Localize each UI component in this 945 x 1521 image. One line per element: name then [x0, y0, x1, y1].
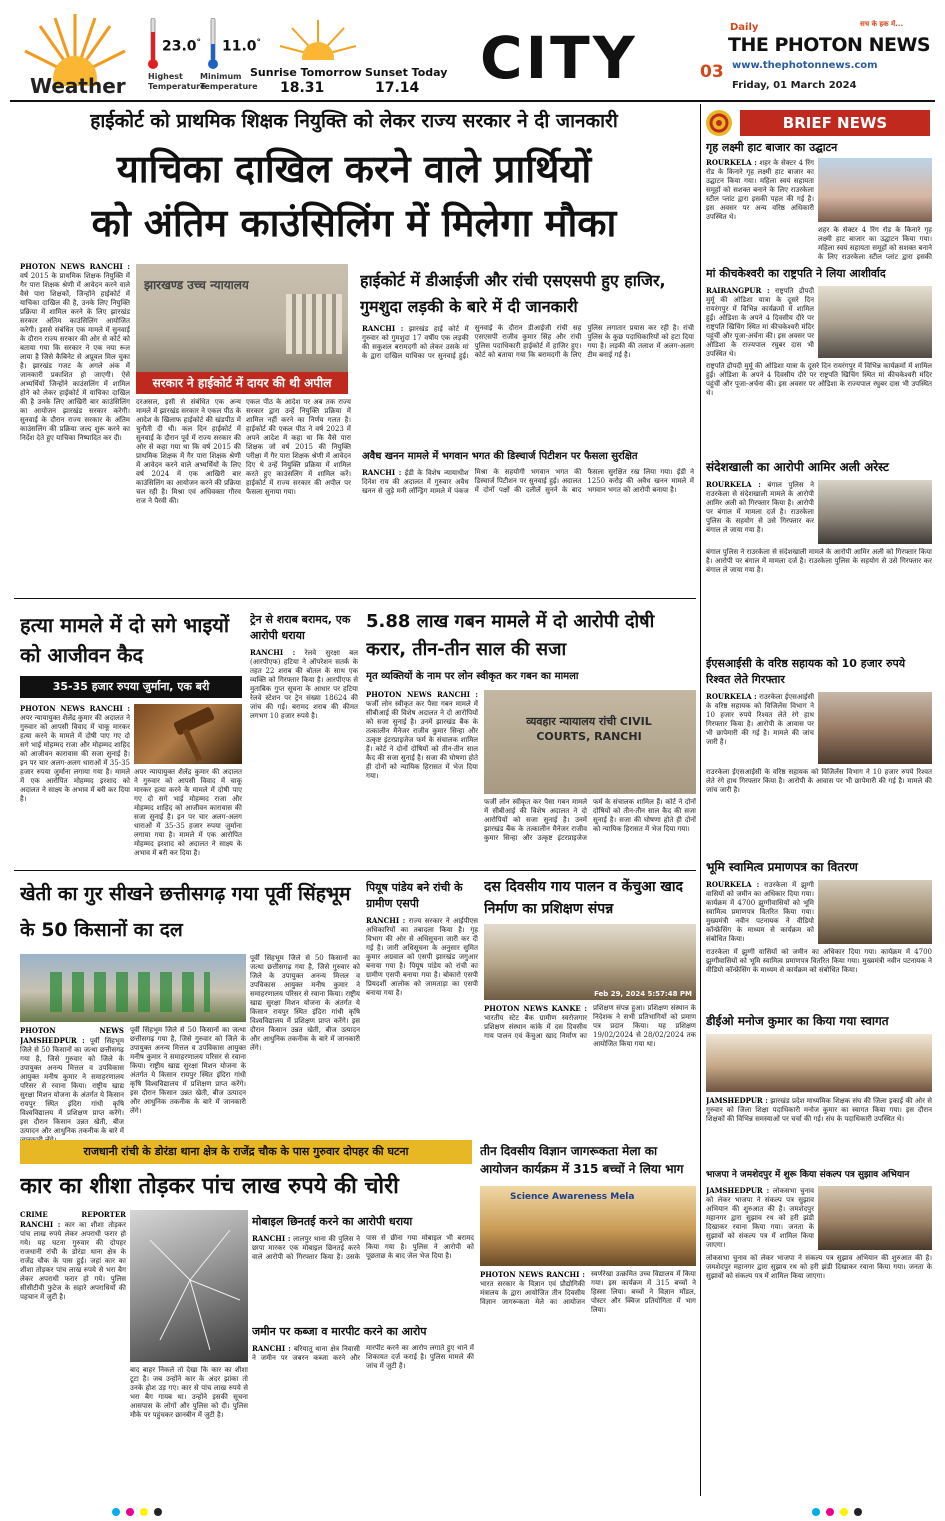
sp-body-text: राज्य सरकार ने आईपीएस अधिकारियों का तबादला किया है। गृह विभाग की ओर से अधिसूचना जारी कर दी गई है। जारी अधिसूचना के अनुसार सुमित कुमार अग्रवाल को एसपी झारखंड जगुआर बनाया गया है। पियूष पांडेय को रांची का ग्रामीण एसपी बनाया गया है। बोकारो एसपी प्रियदर्शी आलोक को जामताड़ा का एसपी बनाया गया है।: [366, 917, 478, 997]
lead-col-1: [20, 262, 130, 564]
sunrise-label: Sunrise Tomorrow: [250, 66, 362, 79]
brief-item-photo: [818, 480, 932, 544]
science-body-text: भारत सरकार के विज्ञान एवं प्रौद्योगिकी मंत्रालय के द्वारा आयोजित तीन दिवसीय विज्ञान जागरूकता मेले का आयोजन स्वर्णरेखा उत्क्रमित उच्च विद्यालय में किया गया। इस कार्यक्रम में 315 बच्चों ने हिस्सा लिया। बच्चों ने विज्ञान मॉडल, पोस्टर और क्विज प्रतियोगिता में भाग लिया।: [480, 1270, 696, 1314]
paper-tagline: सच के हक में...: [860, 20, 904, 28]
brief-item-body: [706, 1186, 814, 1250]
theft-body-text: कार का शीशा तोड़कर पांच लाख रुपये लेकर अपराधी फरार हो गये। यह घटना गुरुवार की दोपहर राजधानी रांची के डोरंडा थाना क्षेत्र के राजेंद्र चौक के पास हुई। जहां कार का शीशा तोड़कर पांच लाख रुपये से भरा बैग लेकर अपराधी फरार हो गये। पुलिस सीसीटीवी फुटेज के सहारे अपराधियों की पहचान में जुटी है।: [20, 1221, 126, 1301]
dig-body: [362, 324, 694, 446]
flags-group: [50, 972, 210, 1012]
mining-headline: अवैध खनन मामले में भगवान भगत की डिस्चार्ज पिटीशन पर फैसला सुरक्षित: [362, 451, 638, 462]
brief-item-text: लोकसभा चुनाव को लेकर भाजपा ने संकल्प पत्र सुझाव अभियान की शुरुआत की है। जमशेदपुर महानगर द्वारा सुझाव रथ को हरी झंडी दिखाकर रवाना किया गया। जनता के सुझावों को संकल्प पत्र में शामिल किया जाएगा।: [706, 1187, 814, 1249]
thermometer-low-icon: [208, 18, 218, 70]
theft-banner: राजधानी रांची के डोरंडा थाना क्षेत्र के राजेंद्र चौक के पास गुरुवार दोपहर की घटना: [20, 1140, 472, 1164]
brief-item-text: राष्ट्रपति द्रौपदी मुर्मू की ओडिशा यात्रा के दूसरे दिन रायरंगपुर में विभिन्न कार्यक्रमों में शामिल हुईं। ओडिशा के अपने 4 दिवसीय दौरे पर राष्ट्रपति खिचिंग स्थित मां कीचकेश्वरी मंदिर पहुंचीं और पूजा-अर्चना की। इस अवसर पर ओडिशा के राज्यपाल रघुबर दास भी उपस्थित थे।: [706, 287, 814, 358]
civil-court-sign: व्यवहार न्यायालय रांची CIVIL COURTS, RANCHI: [526, 715, 652, 743]
brief-item-headline: भाजपा ने जमशेदपुर में शुरू किया संकल्प पत्र सुझाव अभियान: [706, 1170, 910, 1180]
brief-item-text: शहर के सेक्टर 4 रिंग रोड के किनारे गृह लक्ष्मी हाट बाजार का उद्घाटन किया गया। महिला स्वयं सहायता समूहों को सशक्त बनाने के लिए राउरकेला स्टील प्लांट द्वारा इसकी पहल की गई है। इस अवसर पर अन्य वरिष्ठ अधिकारी उपस्थित थे।: [706, 159, 814, 221]
sunset-label: Sunset Today: [365, 66, 448, 79]
brief-item-photo: [818, 1186, 932, 1250]
science-body: [480, 1270, 696, 1492]
website: www.thephotonnews.com: [732, 60, 878, 71]
farming-body-3: पूर्वी सिंहभूम जिले से 50 किसानों का जत्था छत्तीसगढ़ गया है, जिसे गुरुवार को जिले के उपायुक्त अनन्य मित्तल व उपविकास आयुक्त मनीष कुमार ने समाहरणालय परिसर से रवाना किया। राष्ट्रीय खाद्य सुरक्षा मिशन योजना के अंतर्गत ये किसान रायपुर स्थित इंदिरा गांधी कृषि विश्वविद्यालय में प्रशिक्षण प्राप्त करेंगे। इस दौरान किसान उन्नत खेती, बीज उत्पादन और आधुनिक तकनीक के बारे में जानकारी लेंगे।: [250, 954, 360, 1052]
science-dateline: PHOTON NEWS RANCHI :: [480, 1270, 585, 1279]
murder-dateline: PHOTON NEWS RANCHI :: [20, 704, 130, 713]
sp-dateline: RANCHI :: [366, 916, 406, 925]
brief-item-body: [706, 480, 814, 544]
brief-header: [706, 108, 932, 138]
liquor-body: [250, 648, 358, 866]
lead-col-1-text: वर्ष 2015 के प्राथमिक शिक्षक नियुक्ति में गैर पारा शिक्षक श्रेणी में आवेदन करने वाले वैसे पारा शिक्षकों, जिन्होंने हाईकोर्ट में याचिका दाखिल की है, उनके लिए नियुक्ति प्रक्रिया में शामिल करने के लिए झारखंड सरकार अंतिम काउंसिलिंग आयोजित करेगी। इससे संबंधित एक मामले में सुनवाई के दौरान राज्य सरकार की ओर से कोर्ट को बताया गया कि सरकार ने एक नया रूल लाया है जिसे कैबिनेट से अप्रूवल मिल चुका है। झारखंड गजट के अगले अंक में जानकारी प्रकाशित हो जाएगी। ऐसे अभ्यर्थियों जिन्होंने काउंसलिंग में शामिल होने को लेकर हाईकोर्ट में याचिका दाखिल की है उनके लिए आखिरी बार काउंसिलिंग का आयोजन झारखंड सरकार करेगी। सुनवाई के दौरान राज्य सरकार के अंतिम काउंसलिंग की प्रक्रिया जल्द शुरू करने का निर्देश देते हुए याचिका निष्पादित कर दी।: [20, 272, 130, 442]
mobile-body: [252, 1234, 474, 1320]
gavel-photo: [134, 704, 242, 764]
liquor-dateline: RANCHI :: [250, 648, 296, 657]
photo-timestamp: Feb 29, 2024 5:57:48 PM: [594, 990, 692, 998]
mobile-headline: मोबाइल छिनतई करने का आरोपी धराया: [252, 1215, 413, 1228]
farming-body-2: पूर्वी सिंहभूम जिले से 50 किसानों का जत्था छत्तीसगढ़ गया है, जिसे गुरुवार को जिले के उपायुक्त अनन्य मित्तल व उपविकास आयुक्त मनीष कुमार ने समाहरणालय परिसर से रवाना किया। राष्ट्रीय खाद्य सुरक्षा मिशन योजना के अंतर्गत ये किसान रायपुर स्थित इंदिरा गांधी कृषि विश्वविद्यालय में प्रशिक्षण प्राप्त करेंगे। इस दौरान किसान उन्नत खेती, बीज उत्पादन और आधुनिक तकनीक के बारे में जानकारी लेंगे।: [130, 1026, 246, 1115]
thermometer-high-icon: [148, 18, 158, 70]
land-dateline: RANCHI :: [252, 1344, 291, 1353]
murder-body: [20, 704, 130, 866]
embezzle-body-text: फर्जी लोन स्वीकृत कर पैसा गबन मामले में सीबीआई की विशेष अदालत ने दो आरोपियों को सजा सुनाई है। उनमें झारखंड बैंक के तत्कालीन मैनेजर राजीव कुमार सिन्हा और उत्कृष्ट इंटरप्राइजेज फर्म के संचालक शामिल हैं। कोर्ट ने दोनों दोषियों को तीन-तीन साल कैद की सजा सुनाई है। सजा की घोषणा होते ही दोनों को न्यायिक हिरासत में भेज दिया गया।: [366, 700, 478, 780]
issue-date: Friday, 01 March 2024: [732, 80, 857, 91]
embezzle-headline: 5.88 लाख गबन मामले में दो आरोपी दोषी करार, तीन-तीन साल की सजा: [366, 611, 655, 660]
theft-body-2: बाद बाहर निकले तो देखा कि कार का शीशा टूटा है। जब उन्होंने कार के अंदर झांका तो उनके होश उड़ गए। कार से पांच लाख रुपये से भरा बैग गायब था। उन्होंने इसकी सूचना आसपास के लोगों और पुलिस को दी। पुलिस मौके पर पहुंचकर छानबीन में जुटी है।: [130, 1366, 248, 1419]
brief-item-headline: ईएसआईसी के वरिष्ठ सहायक को 10 हजार रुपये रिश्वत लेते गिरफ्तार: [706, 657, 906, 686]
brief-item-photo: [818, 286, 932, 358]
gavel-icon: [134, 704, 242, 764]
court-pillars: [286, 294, 342, 354]
science-headline: तीन दिवसीय विज्ञान जागरूकता मेला का आयोजन कार्यक्रम में 315 बच्चों ने लिया भाग: [480, 1144, 684, 1176]
theft-dateline: CRIME REPORTER RANCHI :: [20, 1210, 126, 1229]
brief-item-dateline: ROURKELA :: [706, 480, 761, 489]
masthead-rule: [10, 100, 935, 102]
training-photo: [484, 924, 696, 1000]
brief-item-text: बंगाल पुलिस ने राउरकेला से संदेशखाली मामले के आरोपी आमिर अली को गिरफ्तार किया है। आरोपी पर बंगाल में मामला दर्ज है। राउरकेला पुलिस के सहयोग से उसे गिरफ्तार कर बंगाल ले जाया गया है।: [706, 481, 814, 534]
brief-item-headline: संदेशखाली का आरोपी आमिर अली अरेस्ट: [706, 460, 889, 474]
brief-item-body: [706, 692, 814, 764]
mining-body: [362, 468, 694, 564]
dig-headline: हाईकोर्ट में डीआईजी और रांची एसएसपी हुए हाजिर, गुमशुदा लड़की के बारे में दी जानकारी: [360, 271, 666, 316]
registration-marks: [110, 1502, 870, 1512]
brief-title: BRIEF NEWS: [740, 110, 930, 136]
sunrise-icon: [278, 16, 358, 60]
land-body: [252, 1344, 474, 1492]
brief-item-body-2: राउरकेला में झुग्गी वासियों को जमीन का अधिकार दिया गया। कार्यक्रम में 4700 झुग्गीवासियों को भूमि स्वामित्व प्रमाणपत्र वितरित किया गया। मुख्यमंत्री नवीन पटनायक ने वीडियो कॉन्फ्रेंसिंग के माध्यम से कार्यक्रम को संबोधित किया।: [706, 948, 932, 974]
paper-name: THE PHOTON NEWS: [728, 34, 931, 56]
dig-body-text: झारखंड हाई कोर्ट में गुरुवार को गुमशुदा 17 वर्षीय एक लड़की की सकुशल बरामदगी को लेकर उसके मां के द्वारा दाखिल याचिका पर सुनवाई हुई। सुनवाई के दौरान डीआईजी रांची सह एसएसपी राजीव कुमार सिंह और रांची पुलिस पदाधिकारी हाईकोर्ट में हाजिर हुए। कोर्ट को बताया गया कि बरामदगी के लिए पुलिस लगातार प्रयास कर रही है। रांची पुलिस के कुछ पदाधिकारियों को हटा दिया गया है। लड़की की तलाश में अलग-अलग टीम बनाई गई है।: [362, 324, 694, 360]
sp-headline: पियूष पांडेय बने रांची के ग्रामीण एसपी: [366, 881, 463, 910]
court-photo: [136, 264, 348, 372]
brief-item-photo: [818, 158, 932, 222]
theft-headline: कार का शीशा तोड़कर पांच लाख रुपये की चोरी: [20, 1174, 399, 1199]
science-photo: [480, 1186, 696, 1266]
brief-item-headline: भूमि स्वामित्व प्रमाणपत्र का वितरण: [706, 860, 858, 874]
murder-body-2: अपर न्यायायुक्त शैलेंद्र कुमार की अदालत ने गुरुवार को आपसी विवाद में चाकू मारकर हत्या करने के मामले में दोषी पाए गए दो सगे भाई मोहम्मद राजा और मोहम्मद शाहिद को आजीवन कारावास की सजा सुनाई है। इन पर चार अलग-अलग धाराओं में 35-35 हजार रुपया जुर्माना लगाया गया है। मामले में एक आरोपित मोहम्मद इरशाद को अदालत ने साक्ष्य के अभाव में बरी कर दिया है।: [134, 768, 242, 857]
mining-body-text: ईडी के विशेष न्यायाधीश दिनेश राय की अदालत में गुरुवार अवैध खनन से जुड़े मनी लॉन्ड्रिंग मामले में पंकज मिश्रा के सहयोगी भगवान भगत की डिस्चार्ज पिटीशन पर सुनवाई हुई। अदालत में दोनों पक्षों की दलीलें सुनने के बाद फैसला सुरक्षित रख लिया गया। ईडी ने 1250 करोड़ की अवैध खनन मामले में भगवान भगत को आरोपी बनाया है।: [362, 468, 694, 495]
brief-item-body-2: राउरकेला ईएसआईसी के वरिष्ठ सहायक को विजिलेंस विभाग ने 10 हजार रुपये रिश्वत लेते रंगे हाथ गिरफ्तार किया है। आरोपी के आवास पर भी छापेमारी की गई है। मामले की जांच जारी है।: [706, 768, 932, 794]
mining-dateline: RANCHI :: [362, 468, 402, 477]
brief-item-headline: गृह लक्ष्मी हाट बाजार का उद्घाटन: [706, 141, 838, 154]
civil-court-photo: [484, 690, 696, 794]
lead-photo-caption: सरकार ने हाईकोर्ट में दायर की थी अपील: [136, 372, 348, 394]
lead-bottom-rule: [14, 598, 696, 599]
brief-item-body-2: लोकसभा चुनाव को लेकर भाजपा ने संकल्प पत्र सुझाव अभियान की शुरुआत की है। जमशेदपुर महानगर द्वारा सुझाव रथ को हरी झंडी दिखाकर रवाना किया गया। जनता के सुझावों को संकल्प पत्र में शामिल किया जाएगा।: [706, 1254, 932, 1280]
murder-body-text: अपर न्यायायुक्त शैलेंद्र कुमार की अदालत ने गुरुवार को आपसी विवाद में चाकू मारकर हत्या करने के मामले में दोषी पाए गए दो सगे भाई मोहम्मद राजा और मोहम्मद शाहिद को आजीवन कारावास की सजा सुनाई है। इन पर चार अलग-अलग धाराओं में 35-35 हजार रुपया जुर्माना लगाया गया है। मामले में एक आरोपित मोहम्मद इरशाद को अदालत ने साक्ष्य के अभाव में बरी कर दिया है।: [20, 714, 130, 803]
lead-headline-1: याचिका दाखिल करने वाले प्रार्थियों: [116, 147, 592, 191]
murder-headline: हत्या मामले में दो सगे भाइयों को आजीवन कैद: [20, 613, 230, 667]
farming-headline: खेती का गुर सीखने छत्तीसगढ़ गया पूर्वी सिंहभूम के 50 किसानों का दल: [20, 883, 351, 941]
lead-col-3: एकल पीठ के आदेश पर अब तक राज्य सरकार द्वारा उन्हें नियुक्ति प्रक्रिया में शामिल नहीं करने का निर्णय गलत है। हाईकोर्ट की एकल पीठ ने वर्ष 2023 में अपने आदेश में कहा था कि वैसे पारा शिक्षक जो वर्ष 2015 की नियुक्ति परीक्षा में गैर पारा शिक्षक श्रेणी में आवेदन दिए थे उन्हें नियुक्ति प्रक्रिया में शामिल करते हुए काउंसलिंग में शामिल करें। हाईकोर्ट में राज्य सरकार की अपील पर फैसला सुनाया गया।: [246, 398, 351, 496]
high-temp-label: Highest Temperature: [148, 72, 206, 91]
training-body-text: भारतीय स्टेट बैंक ग्रामीण स्वरोजगार प्रशिक्षण संस्थान कांके में दस दिवसीय गाय पालन एवं केंचुआ खाद निर्माण का प्रशिक्षण संपन्न हुआ। प्रशिक्षण संस्थान के निदेशक ने सभी प्रतिभागियों को प्रमाण पत्र प्रदान किया। यह प्रशिक्षण 19/02/2024 से 28/02/2024 तक आयोजित किया गया था।: [484, 1004, 696, 1048]
shattered-glass-icon: [130, 1210, 248, 1362]
embezzle-dateline: PHOTON NEWS RANCHI :: [366, 690, 478, 699]
broken-car-photo: [130, 1210, 248, 1362]
brief-item-text: झारखंड प्रदेश माध्यमिक शिक्षक संघ की जिला इकाई की ओर से गुरुवार को जिला शिक्षा पदाधिकारी मनोज कुमार का स्वागत किया गया। इस दौरान शिक्षकों की विभिन्न समस्याओं पर चर्चा की गई। संघ के पदाधिकारी उपस्थित थे।: [706, 1097, 932, 1123]
brief-item-body-2: राष्ट्रपति द्रौपदी मुर्मू की ओडिशा यात्रा के दूसरे दिन रायरंगपुर में विभिन्न कार्यक्रमों में शामिल हुईं। ओडिशा के अपने 4 दिवसीय दौरे पर राष्ट्रपति खिचिंग स्थित मां कीचकेश्वरी मंदिर पहुंचीं और पूजा-अर्चना की। इस अवसर पर ओडिशा के राज्यपाल रघुबर दास भी उपस्थित थे।: [706, 362, 932, 397]
page-number: 03: [700, 62, 724, 82]
brief-item-body-2: शहर के सेक्टर 4 रिंग रोड के किनारे गृह लक्ष्मी हाट बाजार का उद्घाटन किया गया। महिला स्वयं सहायता समूहों को सशक्त बनाने के लिए राउरकेला स्टील प्लांट द्वारा इसकी: [818, 226, 932, 260]
farming-body-text: पूर्वी सिंहभूम जिले से 50 किसानों का जत्था छत्तीसगढ़ गया है, जिसे गुरुवार को जिले के उपायुक्त अनन्य मित्तल व उपविकास आयुक्त मनीष कुमार ने समाहरणालय परिसर से रवाना किया। राष्ट्रीय खाद्य सुरक्षा मिशन योजना के अंतर्गत ये किसान रायपुर स्थित इंदिरा गांधी कृषि विश्वविद्यालय में प्रशिक्षण प्राप्त करेंगे। इस दौरान किसान उन्नत खेती, बीज उत्पादन और आधुनिक तकनीक के बारे में: [20, 1037, 124, 1135]
embezzle-body-1: [366, 690, 478, 866]
lead-kicker: हाईकोर्ट को प्राथमिक शिक्षक नियुक्ति को लेकर राज्य सरकार ने दी जानकारी: [90, 110, 618, 132]
embezzle-sub: मृत व्यक्तियों के नाम पर लोन स्वीकृत कर गबन का मामला: [366, 671, 579, 682]
liquor-body-text: रेलवे सुरक्षा बल (आरपीएफ) हटिया ने ऑपरेशन सतर्क के तहत 22 शराब की बोतल के साथ एक व्यक्ति को गिरफ्तार किया है। आरपीएफ से मुताबिक गुप्त सूचना के आधार पर हटिया रेलवे स्टेशन पर ट्रेन संख्या 18624 की जांच की गई। बरामद शराब की कीमत लगभग 10 हजार रुपये है।: [250, 649, 358, 720]
brief-item-body: [706, 1096, 932, 1166]
high-temp: 23.0°: [162, 38, 202, 55]
brief-item-text: राउरकेला ईएसआईसी के वरिष्ठ सहायक को विजिलेंस विभाग ने 10 हजार रुपये रिश्वत लेते रंगे हाथ गिरफ्तार किया है। आरोपी के आवास पर भी छापेमारी की गई है। मामले की जांच जारी है।: [706, 693, 814, 746]
paper-prefix: Daily: [730, 22, 759, 33]
brief-column-divider: [700, 104, 701, 1496]
section-title: CITY: [480, 24, 638, 92]
brief-item-dateline: JAMSHEDPUR :: [706, 1186, 770, 1195]
farming-dateline: PHOTON NEWS JAMSHEDPUR :: [20, 1026, 124, 1045]
brief-item-headline: मां कीचकेश्वरी का राष्ट्रपति ने लिया आशीर्वाद: [706, 267, 886, 280]
brief-item-dateline: ROURKELA :: [706, 692, 757, 701]
masthead: [0, 0, 945, 100]
training-headline: दस दिवसीय गाय पालन व केंचुआ खाद निर्माण का प्रशिक्षण संपन्न: [484, 879, 683, 917]
brief-item-dateline: RAIRANGPUR :: [706, 286, 770, 295]
lead-headline-2: को अंतिम काउंसिलिंग में मिलेगा मौका: [91, 201, 617, 245]
brief-item-photo: [818, 880, 932, 944]
farming-photo: [20, 954, 246, 1022]
brief-item-dateline: JAMSHEDPUR :: [706, 1096, 768, 1105]
brief-logo-icon: [706, 110, 732, 136]
brief-item-dateline: ROURKELA :: [706, 880, 760, 889]
liquor-headline: ट्रेन से शराब बरामद, एक आरोपी धराया: [250, 613, 351, 642]
lead-dateline: PHOTON NEWS RANCHI :: [20, 262, 130, 271]
brief-item-body: [706, 286, 814, 358]
dig-dateline: RANCHI :: [362, 324, 404, 333]
lead-col-2: दरअसल, इसी से संबंधित एक अन्य मामले में झारखंड सरकार ने एकल पीठ के आदेश के खिलाफ हाईकोर्ट की खंडपीठ में चुनौती दी थी। कल दिन हाईकोर्ट में सुनवाई के दौरान पूर्व में राज्य सरकार की ओर से कहा गया था कि वर्ष 2015 की प्राथमिक शिक्षक में गैर पारा शिक्षक श्रेणी में आवेदन करने वाले अभ्यर्थियों के लिए वर्ष 2024 में एक आखिरी बार काउंसिलिंग का आयोजन करने की प्रक्रिया चल रही है। मिश्रा एवं अधिवक्ता गौरव राज ने पैरवी की।: [136, 398, 241, 505]
theft-body: [20, 1210, 126, 1492]
land-headline: जमीन पर कब्जा व मारपीट करने का आरोप: [252, 1325, 427, 1338]
brief-item-body: [706, 880, 814, 944]
sunrise-time: 18.31: [280, 80, 325, 96]
training-body: [484, 1004, 696, 1138]
brief-item-dateline: ROURKELA :: [706, 158, 757, 167]
mid-rule: [14, 870, 696, 871]
brief-item-photo: [818, 692, 932, 764]
low-temp-label: Minimum Temperature: [200, 72, 258, 91]
murder-banner: 35-35 हजार रुपया जुर्माना, एक बरी: [20, 676, 242, 698]
court-sign: झारखण्ड उच्च न्यायालय: [144, 278, 249, 292]
training-dateline: PHOTON NEWS KANKE :: [484, 1004, 587, 1013]
brief-item-photo: [706, 1034, 932, 1092]
brief-item-headline: डीईओ मनोज कुमार का किया गया स्वागत: [706, 1014, 889, 1028]
low-temp: 11.0°: [222, 38, 262, 55]
weather-label: Weather: [30, 74, 126, 98]
mobile-body-text: लालपुर थाना की पुलिस ने छापा मारकर एक मोबाइल छिनतई करने वाले आरोपी को गिरफ्तार किया है। उसके पास से छीना गया मोबाइल भी बरामद किया गया है। पुलिस ने आरोपी को पूछताछ के बाद जेल भेज दिया है।: [252, 1234, 474, 1261]
brief-item-text: राउरकेला में झुग्गी वासियों को जमीन का अधिकार दिया गया। कार्यक्रम में 4700 झुग्गीवासियों को भूमि स्वामित्व प्रमाणपत्र वितरित किया गया। मुख्यमंत्री नवीन पटनायक ने वीडियो कॉन्फ्रेंसिंग के माध्यम से कार्यक्रम को संबोधित किया।: [706, 881, 814, 943]
science-banner-text: Science Awareness Mela: [510, 1192, 635, 1202]
embezzle-body-2: फर्जी लोन स्वीकृत कर पैसा गबन मामले में सीबीआई की विशेष अदालत ने दो आरोपियों को सजा सुनाई है। उनमें झारखंड बैंक के तत्कालीन मैनेजर राजीव कुमार सिन्हा और उत्कृष्ट इंटरप्राइजेज फर्म के संचालक शामिल हैं। कोर्ट ने दोनों दोषियों को तीन-तीन साल कैद की सजा सुनाई है। सजा की घोषणा होते ही दोनों को न्यायिक हिरासत में भेज दिया गया।: [484, 798, 696, 842]
land-body-text: बरियातू थाना क्षेत्र निवासी ने जमीन पर जबरन कब्जा करने और मारपीट करने का आरोप लगाते हुए थाने में शिकायत दर्ज कराई है। पुलिस मामले की जांच में जुटी है।: [252, 1344, 474, 1370]
brief-item-body-2: बंगाल पुलिस ने राउरकेला से संदेशखाली मामले के आरोपी आमिर अली को गिरफ्तार किया है। आरोपी पर बंगाल में मामला दर्ज है। राउरकेला पुलिस के सहयोग से उसे गिरफ्तार कर बंगाल ले जाया गया है।: [706, 548, 932, 574]
brief-item-body: [706, 158, 814, 260]
mobile-dateline: RANCHI :: [252, 1234, 291, 1243]
sunset-time: 17.14: [375, 80, 420, 96]
